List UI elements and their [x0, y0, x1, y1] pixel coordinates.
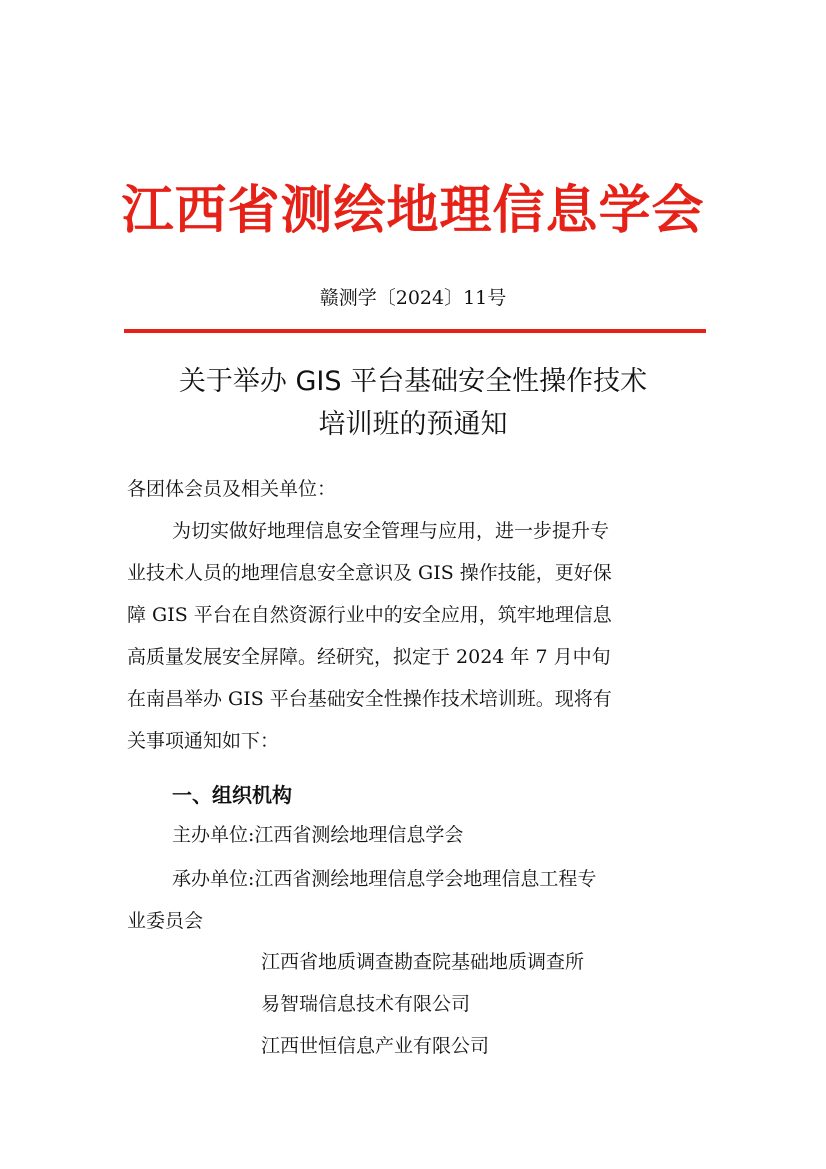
- salutation: 各团体会员及相关单位：: [127, 478, 337, 500]
- host-unit: 主办单位:江西省测绘地理信息学会: [172, 824, 464, 846]
- co-organizer-item: 江西世恒信息产业有限公司: [261, 1035, 490, 1057]
- intro-paragraph-line: 关事项通知如下：: [127, 730, 280, 752]
- intro-paragraph-line: 业技术人员的地理信息安全意识及 GIS 操作技能，更好保: [127, 562, 612, 584]
- organization-title: 江西省测绘地理信息学会: [121, 181, 705, 241]
- document-number: 赣测学〔2024〕11号: [319, 287, 507, 309]
- section-heading-organization: 一、组织机构: [172, 783, 292, 807]
- intro-paragraph-line: 障 GIS 平台在自然资源行业中的安全应用，筑牢地理信息: [127, 604, 612, 626]
- organizer-unit-line-1: 承办单位:江西省测绘地理信息学会地理信息工程专: [172, 868, 597, 890]
- co-organizer-item: 易智瑞信息技术有限公司: [261, 993, 471, 1015]
- intro-paragraph-line: 为切实做好地理信息安全管理与应用，进一步提升专: [172, 520, 610, 542]
- intro-paragraph-line: 高质量发展安全屏障。经研究，拟定于 2024 年 7 月中旬: [127, 646, 611, 668]
- notice-title-line-1: 关于举办 GIS 平台基础安全性操作技术: [178, 366, 648, 397]
- organizer-unit-line-2: 业委员会: [127, 910, 204, 932]
- red-divider: [124, 329, 706, 333]
- co-organizer-item: 江西省地质调查勘查院基础地质调查所: [261, 951, 585, 973]
- notice-title-line-2: 培训班的预通知: [318, 409, 508, 440]
- intro-paragraph-line: 在南昌举办 GIS 平台基础安全性操作技术培训班。现将有: [127, 688, 612, 710]
